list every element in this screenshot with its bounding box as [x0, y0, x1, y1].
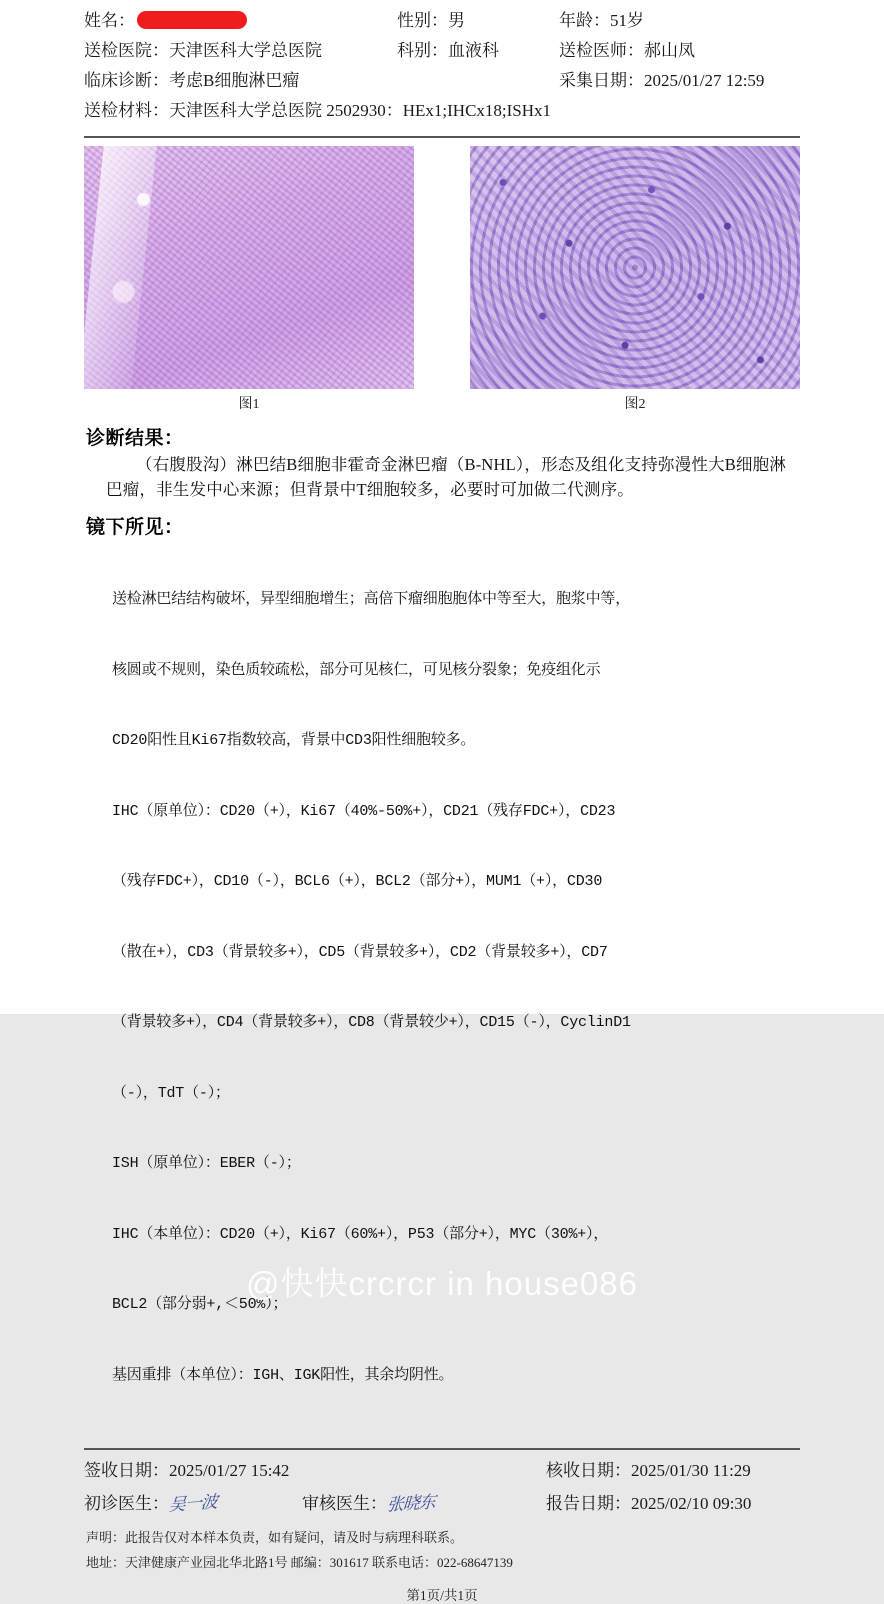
figure-row [84, 146, 800, 389]
footer-row-dates [84, 1456, 800, 1489]
check-date-value: 2025/01/30 11:29 [631, 1461, 751, 1480]
review-doctor-signature: 张晓东 [386, 1492, 436, 1515]
microscopy-title: 镜下所见： [86, 517, 184, 538]
microscopy-line: BCL2（部分弱+,＜50%）； [112, 1296, 288, 1313]
page-number: 第1页/共1页 [406, 1588, 478, 1603]
hospital-value: 天津医科大学总医院 [169, 41, 322, 60]
gender-value: 男 [448, 11, 465, 30]
figure-2-image [470, 146, 800, 389]
watermark-text: @快快crcrcr in house086 [246, 1265, 638, 1302]
disclaimer-line-2: 地址：天津健康产业园北华北路1号 邮编：301617 联系电话：022-68647139 [86, 1555, 513, 1570]
figure-caption-row [84, 393, 800, 413]
figure-1-caption: 图1 [238, 397, 260, 412]
microscopy-line: ISH（原单位）：EBER（-）； [112, 1155, 301, 1172]
collection-date-label: 采集日期： [559, 71, 644, 90]
first-doctor-label: 初诊医生： [84, 1494, 169, 1513]
microscopy-line: 送检淋巴结结构破坏，异型细胞增生；高倍下瘤细胞胞体中等至大，胞浆中等， [112, 591, 631, 608]
microscopy-line: CD20阳性且Ki67指数较高，背景中CD3阳性细胞较多。 [112, 732, 476, 749]
microscopy-line: （-），TdT（-）； [112, 1084, 230, 1102]
figure-1-image [84, 146, 414, 389]
specimen-value: 天津医科大学总医院 2502930：HEx1;IHCx18;ISHx1 [169, 101, 552, 120]
microscopy-line: （残存FDC+），CD10（-），BCL6（+），BCL2（部分+），MUM1（+），CD30 [112, 873, 603, 890]
diagnosis-text: （右腹股沟）淋巴结B细胞非霍奇金淋巴瘤（B-NHL），形态及组化支持弥漫性大B细胞淋巴瘤，非生发中心来源；但背景中T细胞较多，必要时可加做二代测序。 [106, 455, 787, 499]
referring-doctor-label: 送检医师： [559, 41, 644, 60]
microscopy-line: 核圆或不规则，染色质较疏松，部分可见核仁，可见核分裂象；免疫组化示 [112, 661, 601, 679]
divider-top [84, 136, 800, 138]
collection-date-value: 2025/01/27 12:59 [644, 71, 765, 90]
hospital-label: 送检医院： [84, 41, 169, 60]
disclaimer-line-1: 声明：此报告仅对本样本负责，如有疑问，请及时与病理科联系。 [86, 1530, 464, 1545]
review-doctor-label: 审核医生： [302, 1494, 387, 1513]
info-row-specimen [84, 96, 800, 126]
first-doctor-signature: 吴一波 [168, 1492, 218, 1515]
report-content [84, 0, 800, 1604]
microscopy-line: 基因重排（本单位）：IGH、IGK阳性，其余均阴性。 [112, 1366, 454, 1384]
divider-bottom [84, 1448, 800, 1450]
department-label: 科别： [397, 41, 448, 60]
microscopy-line: IHC（原单位）：CD20（+），Ki67（40%-50%+），CD21（残存FDC+），CD23 [112, 802, 616, 820]
specimen-label: 送检材料： [84, 101, 169, 120]
report-date-label: 报告日期： [546, 1494, 631, 1513]
age-value: 51岁 [610, 11, 644, 30]
receive-date-label: 签收日期： [84, 1461, 169, 1480]
check-date-label: 核收日期： [546, 1461, 631, 1480]
name-label: 姓名： [84, 11, 135, 30]
microscopy-line: （散在+），CD3（背景较多+），CD5（背景较多+），CD2（背景较多+），CD7 [112, 943, 608, 961]
microscopy-line: （背景较多+），CD4（背景较多+），CD8（背景较少+），CD15（-），CyclinD1 [112, 1014, 631, 1031]
age-label: 年龄： [559, 11, 610, 30]
footer-row-signatures [84, 1489, 800, 1522]
clinical-diagnosis-label: 临床诊断： [84, 71, 169, 90]
diagnosis-title: 诊断结果： [86, 428, 184, 449]
redacted-name [137, 11, 247, 29]
report-date-value: 2025/02/10 09:30 [631, 1494, 752, 1513]
figure-2-caption: 图2 [624, 397, 646, 412]
department-value: 血液科 [448, 41, 499, 60]
info-row-clinical-diagnosis [84, 66, 800, 96]
gender-label: 性别： [397, 11, 448, 30]
microscopy-line: IHC（本单位）：CD20（+），Ki67（60%+），P53（部分+），MYC（30%+）， [112, 1225, 609, 1243]
patient-info-block [84, 0, 800, 126]
info-row-hospital [84, 36, 800, 66]
receive-date-value: 2025/01/27 15:42 [169, 1461, 290, 1480]
referring-doctor-value: 郝山凤 [644, 41, 695, 60]
clinical-diagnosis-value: 考虑B细胞淋巴瘤 [169, 71, 300, 90]
info-row-name [84, 6, 800, 36]
